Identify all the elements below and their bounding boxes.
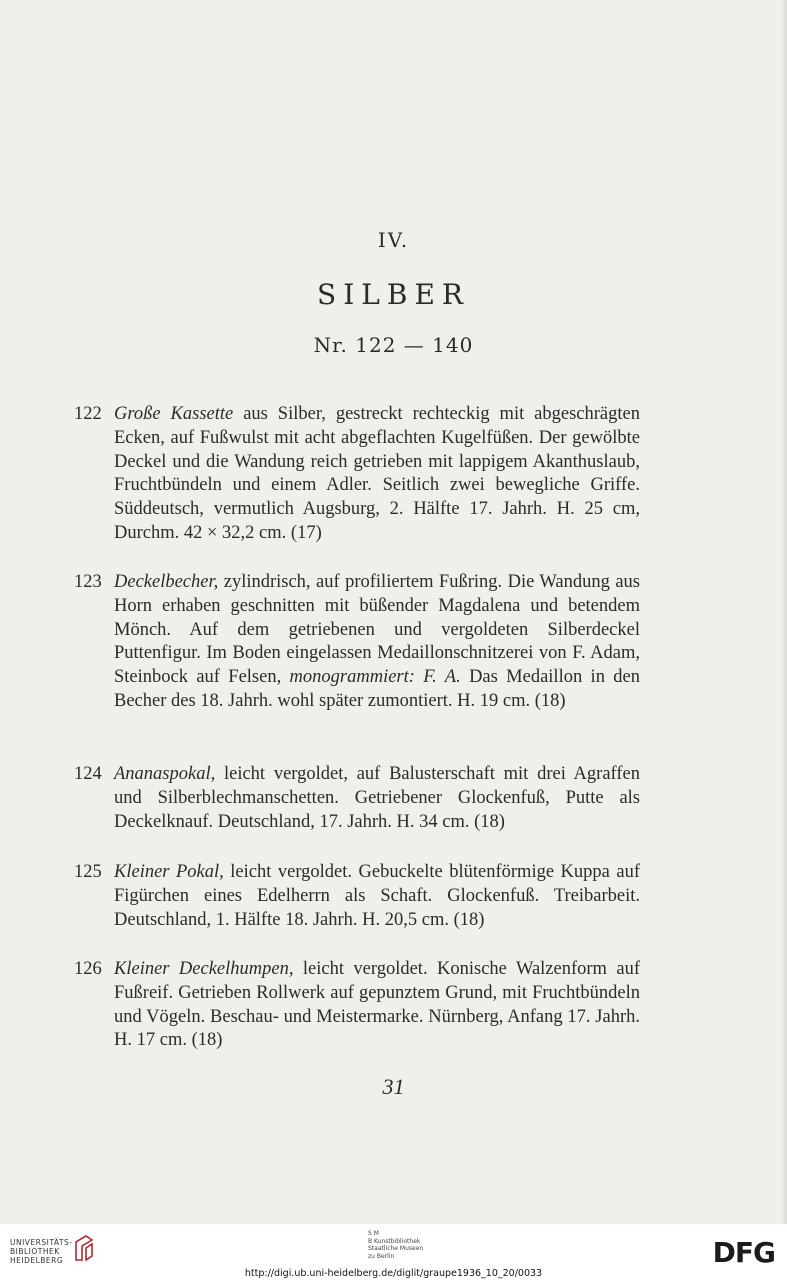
entry-description-continued: Das Medaillon in den Becher des 18. Jahrh. wohl später zumontiert. H. 19 cm. (18) bbox=[114, 667, 640, 711]
entry-number: 123 bbox=[74, 572, 102, 592]
entry-text bbox=[114, 571, 640, 714]
entry-title: Ananaspokal, bbox=[114, 764, 216, 784]
library-logo-icon bbox=[72, 1234, 96, 1264]
catalog-entry-122 bbox=[74, 403, 640, 546]
entry-description: aus Silber, gestreckt rechteckig mit abgeschrägten Ecken, auf Fußwulst mit acht abgeflachten Kugelfüßen. Der gewölbte Deckel und die Wandung reich getrieben mit lappigem Akanthuslaub, Fruchtbündeln und einem Adler. Seitlich zwei bewegliche Griffe. Süddeutsch, vermutlich Augsburg, 2. Hälfte 17. Jahrh. H. 25 cm, Durchm. 42 × 32,2 cm. (17) bbox=[114, 404, 640, 543]
section-title: SILBER bbox=[317, 278, 470, 311]
entry-text bbox=[114, 403, 640, 546]
library-line-1: UNIVERSITÄTS- bbox=[10, 1238, 73, 1247]
source-url-link[interactable]: http://digi.ub.uni-heidelberg.de/diglit/graupe1936_10_20/0033 bbox=[244, 1268, 543, 1279]
entry-number: 122 bbox=[74, 404, 102, 424]
dfg-logo: DFG bbox=[712, 1236, 775, 1269]
entry-number: 124 bbox=[74, 764, 102, 784]
entry-monogram: monogrammiert: F. A. bbox=[289, 667, 461, 688]
library-line-3: HEIDELBERG bbox=[10, 1256, 64, 1265]
entry-title: Kleiner Pokal, bbox=[114, 862, 224, 882]
stamp-line-3: Staatliche Museen bbox=[368, 1245, 424, 1252]
catalog-entry-126 bbox=[74, 958, 640, 1053]
entry-description: leicht vergoldet. Konische Walzenform auf Fußreif. Getrieben Rollwerk auf gepunztem Grund, mit Fruchtbündeln und Vögeln. Beschau- und Meistermarke. Nürnberg, Anfang 17. Jahrh. H. 17 cm. (18) bbox=[114, 959, 640, 1051]
entry-description: leicht vergoldet. Gebuckelte blütenförmige Kuppa auf Figürchen eines Edelherrn als Schaft. Glockenfuß. Treibarbeit. Deutschland, 1. Hälfte 18. Jahrh. H. 20,5 cm. (18) bbox=[114, 862, 640, 930]
viewer-footer bbox=[0, 1224, 787, 1282]
entry-text bbox=[114, 861, 640, 932]
entry-title: Kleiner Deckelhumpen, bbox=[114, 959, 294, 979]
stamp-line-1: S M bbox=[368, 1230, 379, 1237]
entry-text bbox=[114, 763, 640, 834]
entry-number: 125 bbox=[74, 862, 102, 882]
library-name bbox=[10, 1238, 72, 1265]
page-number: 31 bbox=[382, 1074, 405, 1099]
entry-description: zylindrisch, auf profiliertem Fußring. Die Wandung aus Horn erhaben geschnitten mit büßender Magdalena und betendem Mönch. Auf dem getriebenen und vergoldeten Silberdeckel Puttenfigur. Im Boden eingelassen Medaillonschnitzerei von F. Adam, Steinbock auf Felsen, bbox=[114, 572, 640, 688]
stamp-line-4: zu Berlin bbox=[368, 1252, 395, 1260]
entry-text bbox=[114, 958, 640, 1053]
entry-number: 126 bbox=[74, 959, 102, 979]
entry-description: leicht vergoldet, auf Balusterschaft mit drei Agraffen und Silberblechmanschetten. Getriebener Glockenfuß, Putte als Deckelknauf. Deutschland, 17. Jahrh. H. 34 cm. (18) bbox=[114, 764, 640, 832]
catalog-entry-125 bbox=[74, 861, 640, 932]
section-number: IV. bbox=[377, 228, 410, 252]
museum-stamp bbox=[368, 1230, 423, 1260]
section-range: Nr. 122 — 140 bbox=[313, 333, 474, 357]
entry-title: Große Kassette bbox=[114, 404, 234, 424]
entry-title: Deckelbecher, bbox=[114, 572, 219, 592]
catalog-entry-124 bbox=[74, 763, 640, 834]
catalog-entry-123 bbox=[74, 571, 640, 714]
library-line-2: BIBLIOTHEK bbox=[10, 1247, 60, 1256]
stamp-line-2: B Kunstbibliothek bbox=[368, 1237, 421, 1245]
